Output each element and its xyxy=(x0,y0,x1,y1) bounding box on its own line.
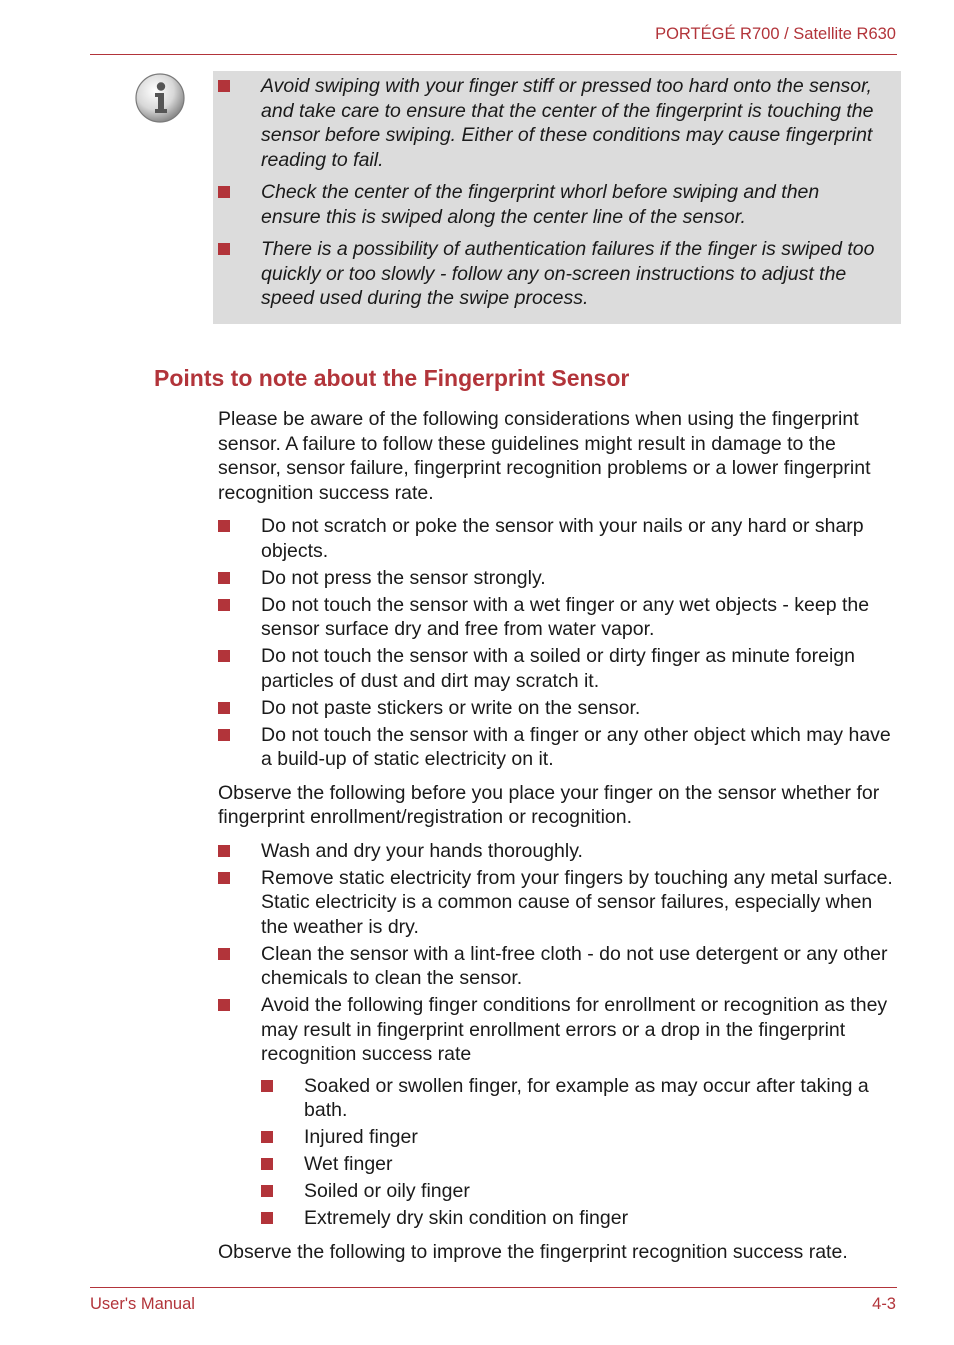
square-bullet-icon xyxy=(218,702,230,714)
square-bullet-icon xyxy=(218,572,230,584)
sub-list-item: Soaked or swollen finger, for example as may occur after taking a bath. xyxy=(261,1074,898,1123)
closing-paragraph: Observe the following to improve the fingerprint recognition success rate. xyxy=(218,1240,848,1263)
info-icon xyxy=(134,72,186,124)
list-item: Do not paste stickers or write on the sensor. xyxy=(218,696,898,721)
note-item: There is a possibility of authentication failures if the finger is swiped too quickly or too slowly - follow any on-screen instructions to adjust the speed used during the swipe process. xyxy=(213,237,881,311)
square-bullet-icon xyxy=(218,729,230,741)
list-item: Avoid the following finger conditions for enrollment or recognition as they may result in fingerprint enrollment errors or a drop in the fingerprint recognition success rate Soaked or swollen finger, for example as may occur after taking a bath. Injured finger Wet finger Soiled or oily finger Extremely dry skin condition on finger xyxy=(218,993,898,1231)
observe-paragraph: Observe the following before you place your finger on the sensor whether for fingerprint enrollment/registration or recognition. xyxy=(218,781,880,828)
sub-list-item: Wet finger xyxy=(261,1152,898,1177)
square-bullet-icon xyxy=(218,948,230,960)
square-bullet-icon xyxy=(218,80,230,92)
note-item: Check the center of the fingerprint whorl before swiping and then ensure this is swiped along the center line of the sensor. xyxy=(213,180,881,229)
preparation-list xyxy=(218,839,898,1231)
note-item: Avoid swiping with your finger stiff or pressed too hard onto the sensor, and take care to ensure that the center of the fingerprint is touching the sensor before swiping. Either of these conditions may cause fingerprint reading to fail. xyxy=(213,74,881,172)
list-item: Do not scratch or poke the sensor with your nails or any hard or sharp objects. xyxy=(218,514,898,563)
square-bullet-icon xyxy=(218,520,230,532)
square-bullet-icon xyxy=(218,186,230,198)
note-list xyxy=(213,74,881,311)
square-bullet-icon xyxy=(261,1080,273,1092)
list-item: Do not touch the sensor with a finger or any other object which may have a build-up of static electricity on it. xyxy=(218,723,898,772)
section-body xyxy=(218,407,898,1273)
square-bullet-icon xyxy=(218,872,230,884)
intro-paragraph: Please be aware of the following considerations when using the fingerprint sensor. A failure to follow these guidelines might result in damage to the sensor, sensor failure, fingerprint recognition problems or a lower fingerprint recognition success rate. xyxy=(218,408,871,504)
footer-rule xyxy=(90,1287,897,1288)
square-bullet-icon xyxy=(218,650,230,662)
page-number: 4-3 xyxy=(872,1295,896,1313)
square-bullet-icon xyxy=(261,1212,273,1224)
section-heading: Points to note about the Fingerprint Sensor xyxy=(154,365,630,391)
running-header: PORTÉGÉ R700 / Satellite R630 xyxy=(655,25,896,43)
square-bullet-icon xyxy=(218,845,230,857)
sub-list-item: Injured finger xyxy=(261,1125,898,1150)
list-item: Do not press the sensor strongly. xyxy=(218,566,898,591)
square-bullet-icon xyxy=(218,599,230,611)
list-item: Do not touch the sensor with a wet finger or any wet objects - keep the sensor surface dry and free from water vapor. xyxy=(218,593,898,642)
sub-list-item: Soiled or oily finger xyxy=(261,1179,898,1204)
header-rule xyxy=(90,54,897,55)
square-bullet-icon xyxy=(218,999,230,1011)
list-item: Wash and dry your hands thoroughly. xyxy=(218,839,898,864)
list-item: Do not touch the sensor with a soiled or dirty finger as minute foreign particles of dust and dirt may scratch it. xyxy=(218,644,898,693)
square-bullet-icon xyxy=(261,1185,273,1197)
square-bullet-icon xyxy=(261,1131,273,1143)
square-bullet-icon xyxy=(261,1158,273,1170)
square-bullet-icon xyxy=(218,243,230,255)
list-item: Clean the sensor with a lint-free cloth - do not use detergent or any other chemicals to clean the sensor. xyxy=(218,942,898,991)
footer-manual-label: User's Manual xyxy=(90,1295,195,1313)
list-item: Remove static electricity from your fingers by touching any metal surface. Static electricity is a common cause of sensor failures, especially when the weather is dry. xyxy=(218,866,898,940)
finger-conditions-list xyxy=(261,1074,898,1231)
sub-list-item: Extremely dry skin condition on finger xyxy=(261,1206,898,1231)
precautions-list xyxy=(218,514,898,772)
note-box xyxy=(213,71,901,324)
